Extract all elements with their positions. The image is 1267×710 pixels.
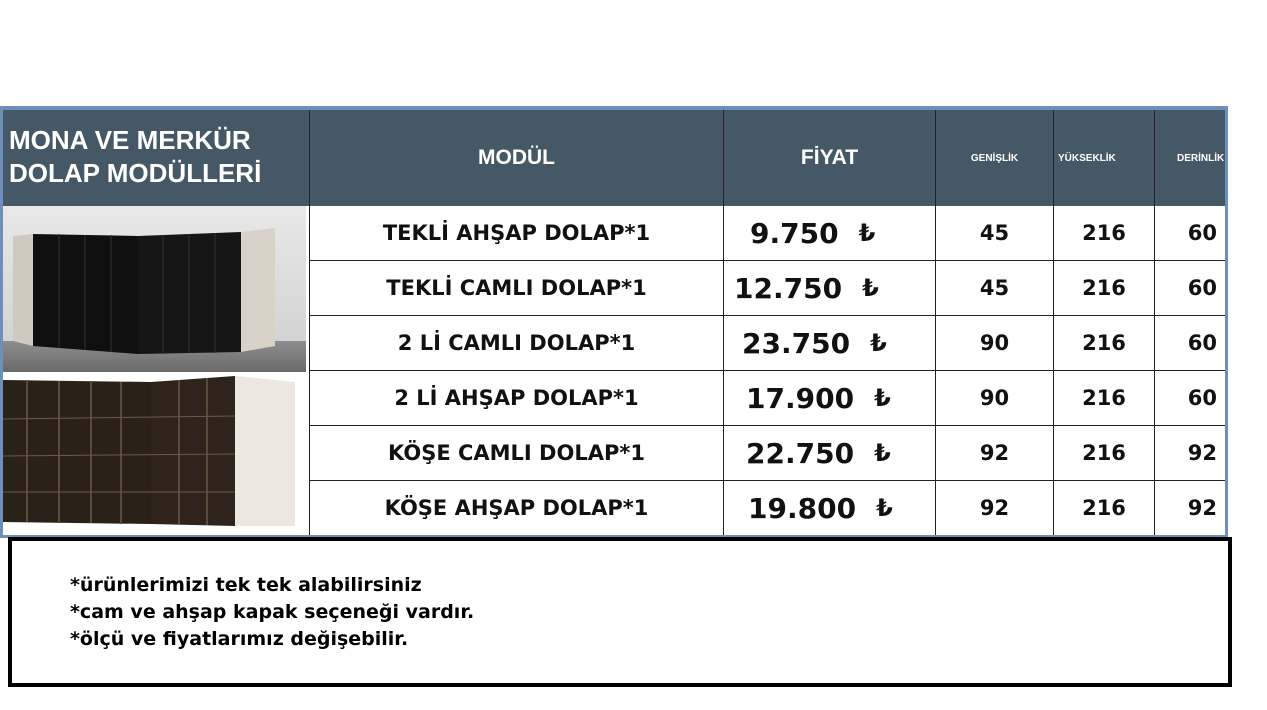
price-value: 23.750 [742,326,851,360]
product-image-dark-wardrobe [3,206,306,372]
module-name: TEKLİ CAMLI DOLAP*1 [386,276,647,300]
height-value: 216 [1082,386,1126,410]
width-value: 45 [979,276,1010,300]
product-image-glass-wardrobe [3,374,306,530]
table-row [310,261,1225,316]
table-title [3,110,309,206]
height-value: 216 [1082,441,1126,465]
depth-value: 60 [1187,386,1217,410]
price-value: 9.750 [750,216,839,250]
lira-symbol: ₺ [874,384,891,412]
table-row [310,371,1225,426]
width-value: 92 [979,496,1010,520]
price [724,426,957,480]
price [724,371,957,425]
module-name: 2 Lİ CAMLI DOLAP*1 [397,331,636,355]
height-value: 216 [1082,496,1126,520]
price-value: 19.800 [748,491,857,525]
width-value: 90 [979,331,1010,355]
column-header-width: GENİŞLİK [936,110,1053,206]
module-name: TEKLİ AHŞAP DOLAP*1 [382,221,651,245]
lira-symbol: ₺ [876,494,893,522]
depth-value: 92 [1187,441,1217,465]
height-value: 216 [1082,331,1126,355]
column-header-height: YÜKSEKLİK [1054,110,1154,206]
table-row [310,316,1225,371]
price [724,261,945,315]
width-value: 92 [979,441,1010,465]
column-header-price: FİYAT [724,110,935,206]
table-row [310,481,1225,536]
price-value: 12.750 [734,271,843,305]
price-value: 22.750 [746,436,855,470]
column-header-module: MODÜL [310,110,723,206]
module-name: 2 Lİ AHŞAP DOLAP*1 [394,386,639,410]
lira-symbol: ₺ [874,439,891,467]
title-line-1: MONA VE MERKÜR [9,125,251,155]
depth-value: 92 [1187,496,1217,520]
module-name: KÖŞE CAMLI DOLAP*1 [388,441,645,465]
width-value: 45 [979,221,1010,245]
title-line-2: DOLAP MODÜLLERİ [9,158,262,188]
lira-symbol: ₺ [862,274,879,302]
height-value: 216 [1082,276,1126,300]
module-name: KÖŞE AHŞAP DOLAP*1 [384,496,649,520]
price [724,316,953,370]
note-line: *ölçü ve fiyatlarımız değişebilir. [70,628,409,650]
price [724,481,959,535]
lira-symbol: ₺ [858,219,876,247]
note-line: *cam ve ahşap kapak seçeneği vardır. [70,601,475,623]
table-row [310,206,1225,261]
notes-box [8,537,1232,687]
lira-symbol: ₺ [870,329,887,357]
depth-value: 60 [1187,331,1217,355]
price [724,206,961,260]
column-header-depth: DERİNLİK [1155,110,1225,206]
depth-value: 60 [1187,276,1217,300]
height-value: 216 [1082,221,1126,245]
table-row [310,426,1225,481]
width-value: 90 [979,386,1010,410]
price-value: 17.900 [746,381,855,415]
note-line: *ürünlerimizi tek tek alabilirsiniz [70,574,422,596]
depth-value: 60 [1187,221,1217,245]
